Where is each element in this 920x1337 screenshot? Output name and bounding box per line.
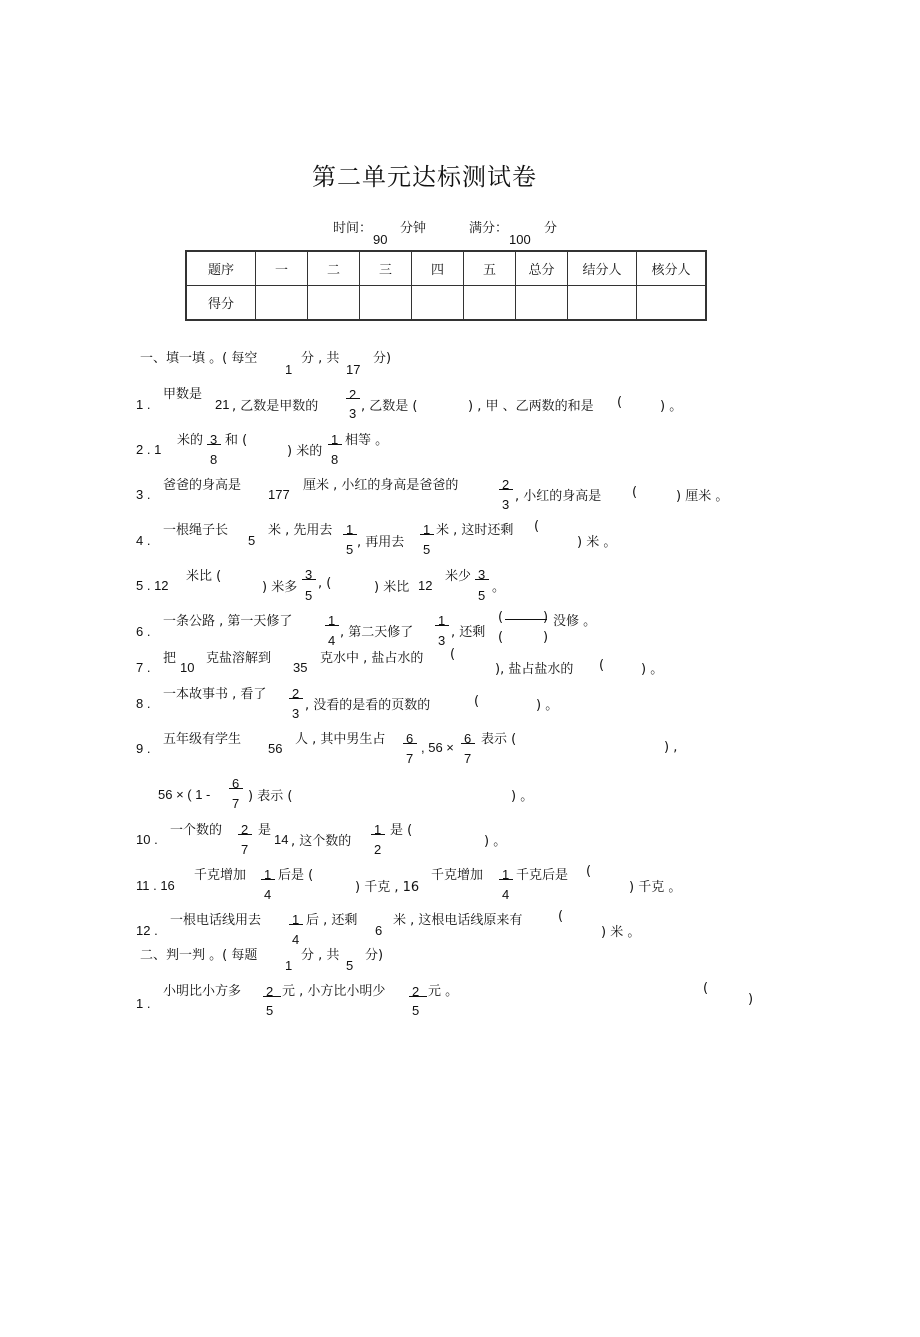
answer-blank-end: ) 米 。 xyxy=(601,925,641,940)
question-text: 米 , 先用去 xyxy=(268,523,333,538)
question-text: , 这个数的 xyxy=(291,834,352,849)
section-1-heading: 一、填一填 。( 每空 xyxy=(140,351,258,366)
answer-blank-end: ) 。 xyxy=(641,662,664,677)
fraction-denominator: 4 xyxy=(502,887,510,902)
question-text: 是 xyxy=(258,823,272,838)
question-text: 56 xyxy=(268,741,283,756)
time-unit: 分钟 xyxy=(400,221,427,236)
fraction-bar xyxy=(420,534,434,535)
score-cell[interactable] xyxy=(568,286,637,321)
question-text: 元 。 xyxy=(428,984,459,999)
time-value: 90 xyxy=(373,232,388,247)
fraction-denominator: 8 xyxy=(210,452,218,467)
question-text: 12 xyxy=(418,578,433,593)
question-text: , 乙数是甲数的 xyxy=(232,399,319,414)
question-number: 11 . 16 xyxy=(136,878,175,893)
table-header: 一 xyxy=(256,251,308,286)
table-header: 二 xyxy=(308,251,360,286)
section-2-heading-c: 分) xyxy=(365,948,384,963)
fraction-numerator: 1 xyxy=(423,522,431,537)
answer-blank-end: ) 千克 , 16 xyxy=(355,880,420,895)
fraction-denominator: 7 xyxy=(241,842,249,857)
fraction-bar xyxy=(238,834,252,835)
answer-blank-end: ) 米 。 xyxy=(577,535,617,550)
question-number: 7 . xyxy=(136,660,151,675)
fraction-bar xyxy=(475,579,489,580)
question-number: 8 . xyxy=(136,696,151,711)
fraction-numerator: 2 xyxy=(502,477,510,492)
question-text: , 小红的身高是 xyxy=(515,489,602,504)
fraction-numerator: 3 xyxy=(305,567,313,582)
fraction-bar xyxy=(289,698,303,699)
fraction-bar xyxy=(207,444,221,445)
question-text: 表示 ( xyxy=(481,732,517,747)
question-text: 甲数是 xyxy=(163,387,203,402)
table-row-label: 得分 xyxy=(186,286,256,321)
fraction-bar xyxy=(371,834,385,835)
score-cell[interactable] xyxy=(360,286,412,321)
question-text: 没修 。 xyxy=(553,614,597,629)
fraction-denominator: 5 xyxy=(305,588,313,603)
answer-blank[interactable]: ( xyxy=(617,395,623,410)
question-text: 一本故事书 , 看了 xyxy=(163,687,267,702)
fraction-denominator: 2 xyxy=(374,842,382,857)
fraction-bar xyxy=(328,444,342,445)
question-text: 一个数的 xyxy=(170,823,223,838)
score-cell[interactable] xyxy=(637,286,707,321)
section-1-heading-c: 分) xyxy=(373,351,392,366)
answer-blank[interactable]: ) , 甲 、乙两数的和是 xyxy=(468,399,594,414)
question-text: 爸爸的身高是 xyxy=(163,478,242,493)
answer-blank-end: ) , xyxy=(664,740,678,755)
fraction-numerator: 2 xyxy=(266,984,274,999)
question-text: 克水中 , 盐占水的 xyxy=(320,651,424,666)
answer-blank-end: ) 。 xyxy=(660,399,683,414)
question-text: 把 xyxy=(163,651,177,666)
answer-blank[interactable]: ( xyxy=(498,630,504,645)
question-text: 一根绳子长 xyxy=(163,523,229,538)
answer-blank[interactable]: 后是 ( xyxy=(278,868,314,883)
fraction-bar xyxy=(263,996,281,997)
question-number: 2 . 1 xyxy=(136,442,162,457)
question-text: 。 xyxy=(492,580,506,595)
section-2-points: 1 xyxy=(285,958,293,973)
question-text: 后 , 还剩 xyxy=(306,913,358,928)
answer-blank[interactable]: ) 表示 ( xyxy=(248,789,293,804)
question-text: , 没看的是看的页数的 xyxy=(305,698,431,713)
fraction-numerator: 2 xyxy=(241,822,249,837)
question-text: 五年级有学生 xyxy=(163,732,242,747)
fraction-bar xyxy=(325,625,339,626)
score-cell[interactable] xyxy=(256,286,308,321)
fraction-bar xyxy=(343,534,357,535)
answer-blank[interactable]: ( xyxy=(498,610,504,625)
question-text: 一根电话线用去 xyxy=(170,913,262,928)
question-text: 元 , 小方比小明少 xyxy=(282,984,386,999)
answer-blank[interactable]: ( xyxy=(599,658,605,673)
question-text: 克盐溶解到 xyxy=(206,651,272,666)
answer-blank[interactable]: , ( xyxy=(318,576,332,591)
question-text: 56 × ( 1 - xyxy=(158,787,211,802)
fraction-bar xyxy=(499,489,513,490)
fraction-numerator: 1 xyxy=(374,822,382,837)
question-number: 6 . xyxy=(136,624,151,639)
fraction-bar xyxy=(302,579,316,580)
score-cell[interactable] xyxy=(412,286,464,321)
fraction-numerator: 2 xyxy=(292,686,300,701)
answer-blank-end: ) xyxy=(543,630,549,645)
fraction-numerator: 1 xyxy=(328,613,336,628)
answer-blank[interactable]: ( xyxy=(558,909,564,924)
score-cell[interactable] xyxy=(464,286,516,321)
answer-blank[interactable]: ( xyxy=(632,485,638,500)
table-header: 四 xyxy=(412,251,464,286)
score-table xyxy=(185,250,707,321)
section-1-heading-b: 分 , 共 xyxy=(301,351,340,366)
question-text: 35 xyxy=(293,660,308,675)
answer-blank-end: ) 。 xyxy=(536,698,559,713)
question-number: 1 . xyxy=(136,996,151,1011)
question-text: 5 xyxy=(248,533,256,548)
question-text: 千克增加 xyxy=(431,868,484,883)
question-text: 和 ( xyxy=(225,433,248,448)
question-text: , 56 × xyxy=(421,740,454,755)
fraction-bar xyxy=(499,879,513,880)
table-header: 三 xyxy=(360,251,412,286)
fraction-numerator: 1 xyxy=(346,522,354,537)
score-cell[interactable] xyxy=(516,286,568,321)
question-number: 10 . xyxy=(136,832,158,847)
question-text: 相等 。 xyxy=(345,433,389,448)
question-text: 一条公路 , 第一天修了 xyxy=(163,614,293,629)
answer-blank[interactable]: 是 ( xyxy=(390,823,413,838)
fraction-denominator: 3 xyxy=(349,406,357,421)
question-text: 米比 ( xyxy=(186,569,222,584)
fraction-bar xyxy=(261,879,275,880)
table-header: 题序 xyxy=(186,251,256,286)
question-number: 5 . 12 xyxy=(136,578,169,593)
fraction-denominator: 4 xyxy=(328,633,336,648)
fraction-bar xyxy=(435,625,449,626)
fraction-denominator: 3 xyxy=(438,633,446,648)
section-2-heading: 二、判一判 。( 每题 xyxy=(140,948,258,963)
answer-blank-end: ) xyxy=(543,610,549,625)
fraction-bar xyxy=(461,743,475,744)
fraction-denominator: 7 xyxy=(232,796,240,811)
question-text: 177 xyxy=(268,487,290,502)
table-header: 总分 xyxy=(516,251,568,286)
question-text: 10 xyxy=(180,660,195,675)
fraction-denominator: 7 xyxy=(464,751,472,766)
fraction-denominator: 5 xyxy=(478,588,486,603)
fraction-numerator: 2 xyxy=(349,387,357,402)
answer-blank-end: ) 。 xyxy=(511,789,534,804)
question-text: 人 , 其中男生占 xyxy=(295,732,386,747)
answer-blank[interactable]: ( xyxy=(534,519,540,534)
question-number: 3 . xyxy=(136,487,151,502)
fraction-bar xyxy=(289,924,303,925)
table-header: 核分人 xyxy=(637,251,707,286)
answer-blank[interactable]: ) 米多 xyxy=(262,580,298,595)
score-value: 100 xyxy=(509,232,531,247)
answer-blank[interactable]: ), 盐占盐水的 xyxy=(495,662,574,677)
fraction-bar xyxy=(409,996,427,997)
question-number: 1 . xyxy=(136,397,151,412)
answer-blank-end: ) 千克 。 xyxy=(629,880,682,895)
question-text: 米 , 这根电话线原来有 xyxy=(393,913,523,928)
fraction-denominator: 5 xyxy=(266,1003,274,1018)
score-unit: 分 xyxy=(544,221,558,236)
fraction-denominator: 4 xyxy=(264,887,272,902)
fraction-numerator: 3 xyxy=(210,432,218,447)
question-number: 4 . xyxy=(136,533,151,548)
question-text: , 第二天修了 xyxy=(340,625,414,640)
judge-blank-end: ) xyxy=(748,992,754,1007)
question-text: 米少 xyxy=(445,569,472,584)
question-text: 厘米 , 小红的身高是爸爸的 xyxy=(303,478,459,493)
question-text: , 还剩 xyxy=(451,625,486,640)
fraction-denominator: 7 xyxy=(406,751,414,766)
question-number: 9 . xyxy=(136,741,151,756)
question-text: 14 xyxy=(274,832,289,847)
question-text: 21 xyxy=(215,397,230,412)
table-score-row xyxy=(186,286,706,321)
fraction-denominator: 3 xyxy=(292,706,300,721)
table-header-row xyxy=(186,251,706,286)
question-number: 12 . xyxy=(136,923,158,938)
question-text: 千克后是 xyxy=(516,868,569,883)
fraction-numerator: 2 xyxy=(412,984,420,999)
fraction-numerator: 1 xyxy=(264,867,272,882)
question-text: 6 xyxy=(375,923,383,938)
section-2-heading-b: 分 , 共 xyxy=(301,948,340,963)
fraction-numerator: 3 xyxy=(478,567,486,582)
section-1-total: 17 xyxy=(346,362,361,377)
question-text: 米的 xyxy=(177,433,204,448)
score-label: 满分： xyxy=(469,221,509,236)
answer-blank-end: ) 厘米 。 xyxy=(676,489,729,504)
fraction-denominator: 5 xyxy=(346,542,354,557)
section-1-points: 1 xyxy=(285,362,293,377)
fraction-bar xyxy=(229,788,243,789)
answer-fraction-bar xyxy=(505,619,547,620)
fraction-denominator: 5 xyxy=(412,1003,420,1018)
answer-blank[interactable]: ) 米的 xyxy=(287,444,323,459)
answer-blank[interactable]: ( xyxy=(450,647,456,662)
fraction-denominator: 5 xyxy=(423,542,431,557)
answer-blank-end: ) 。 xyxy=(484,834,507,849)
score-cell[interactable] xyxy=(308,286,360,321)
fraction-numerator: 6 xyxy=(406,731,414,746)
table-header: 五 xyxy=(464,251,516,286)
question-text: 米 , 这时还剩 xyxy=(436,523,514,538)
fraction-denominator: 3 xyxy=(502,497,510,512)
fraction-numerator: 6 xyxy=(464,731,472,746)
question-text: , 乙数是 ( xyxy=(361,399,418,414)
judge-blank[interactable]: ( xyxy=(703,981,709,996)
fraction-numerator: 1 xyxy=(292,912,300,927)
fraction-bar xyxy=(403,743,417,744)
answer-blank[interactable]: ( xyxy=(586,864,592,879)
page-title: 第二单元达标测试卷 xyxy=(312,163,537,191)
question-text: 小明比小方多 xyxy=(163,984,242,999)
fraction-numerator: 6 xyxy=(232,776,240,791)
answer-blank[interactable]: ( xyxy=(474,694,480,709)
question-text: 千克增加 xyxy=(194,868,247,883)
fraction-denominator: 4 xyxy=(292,932,300,947)
section-2-total: 5 xyxy=(346,958,354,973)
fraction-bar xyxy=(346,398,360,399)
fraction-numerator: 1 xyxy=(502,867,510,882)
fraction-numerator: 1 xyxy=(331,432,339,447)
question-text: , 再用去 xyxy=(357,535,405,550)
fraction-numerator: 1 xyxy=(438,613,446,628)
question-text: ) 米比 xyxy=(374,580,410,595)
time-label: 时间： xyxy=(333,221,373,236)
fraction-denominator: 8 xyxy=(331,452,339,467)
table-header: 结分人 xyxy=(568,251,637,286)
